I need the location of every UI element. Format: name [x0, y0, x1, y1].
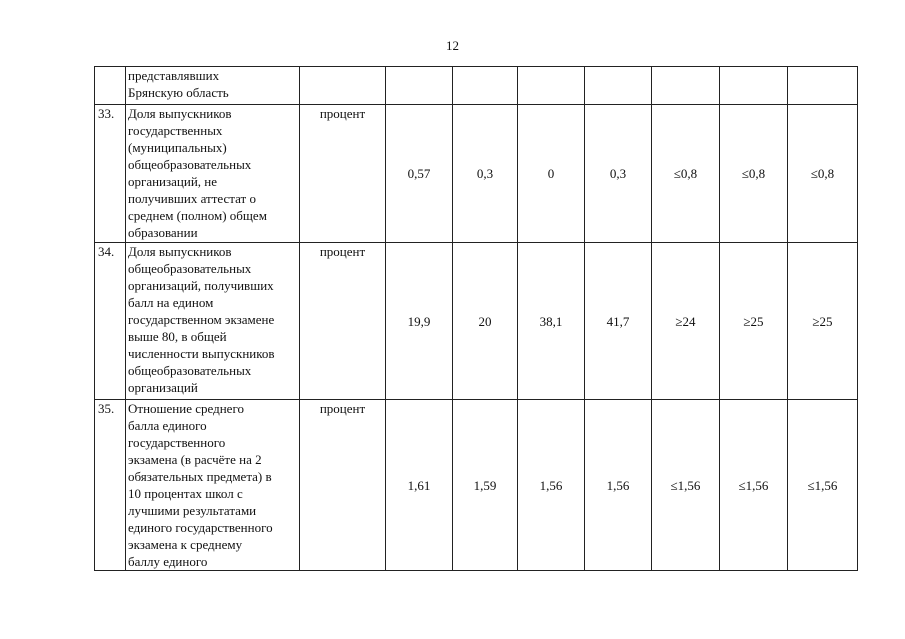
value-cell: 20: [453, 243, 518, 400]
table-row-continuation: [95, 67, 858, 105]
value-cell: 1,56: [585, 400, 652, 571]
value-cell: ≤0,8: [720, 105, 788, 243]
value-cell: 1,61: [386, 400, 453, 571]
row-number: 33.: [95, 105, 126, 243]
unit-cell: процент: [300, 243, 386, 400]
table-row-35: [95, 400, 858, 571]
page-number: 12: [446, 38, 459, 53]
value-cell: 0,3: [585, 105, 652, 243]
row-number: 34.: [95, 243, 126, 400]
row-number: 35.: [95, 400, 126, 571]
value-cell: [386, 67, 453, 105]
value-cell: [788, 67, 858, 105]
value-cell: 0,3: [453, 105, 518, 243]
value-cell: ≤1,56: [788, 400, 858, 571]
value-cell: [652, 67, 720, 105]
value-cell: ≤0,8: [652, 105, 720, 243]
indicators-table: [94, 66, 858, 571]
value-cell: [585, 67, 652, 105]
value-cell: ≤1,56: [720, 400, 788, 571]
value-cell: [720, 67, 788, 105]
table-row-34: [95, 243, 858, 400]
indicator-name: Доля выпускников общеобразовательных организаций, получивших балл на едином государственном экзамене выше 80, в общей численности выпускников общеобразовательных организаций: [126, 243, 300, 400]
value-cell: ≤1,56: [652, 400, 720, 571]
indicator-name: Доля выпускников государственных (муниципальных) общеобразовательных организаций, не получивших аттестат о среднем (полном) общем образовании: [126, 105, 300, 243]
value-cell: 1,59: [453, 400, 518, 571]
value-cell: 0,57: [386, 105, 453, 243]
value-cell: ≥25: [788, 243, 858, 400]
value-cell: [518, 67, 585, 105]
value-cell: 19,9: [386, 243, 453, 400]
value-cell: 41,7: [585, 243, 652, 400]
row-number-cell: [95, 67, 126, 105]
value-cell: 0: [518, 105, 585, 243]
indicator-name: Отношение среднего балла единого государственного экзамена (в расчёте на 2 обязательных предмета) в 10 процентах школ с лучшими результатами единого государственного экзамена к среднему баллу единого: [126, 400, 300, 571]
table-row-33: [95, 105, 858, 243]
value-cell: [453, 67, 518, 105]
indicator-name: представлявших Брянскую область: [126, 67, 300, 105]
value-cell: 38,1: [518, 243, 585, 400]
value-cell: ≥25: [720, 243, 788, 400]
unit-cell: процент: [300, 400, 386, 571]
value-cell: ≥24: [652, 243, 720, 400]
unit-cell: [300, 67, 386, 105]
unit-cell: процент: [300, 105, 386, 243]
value-cell: ≤0,8: [788, 105, 858, 243]
value-cell: 1,56: [518, 400, 585, 571]
